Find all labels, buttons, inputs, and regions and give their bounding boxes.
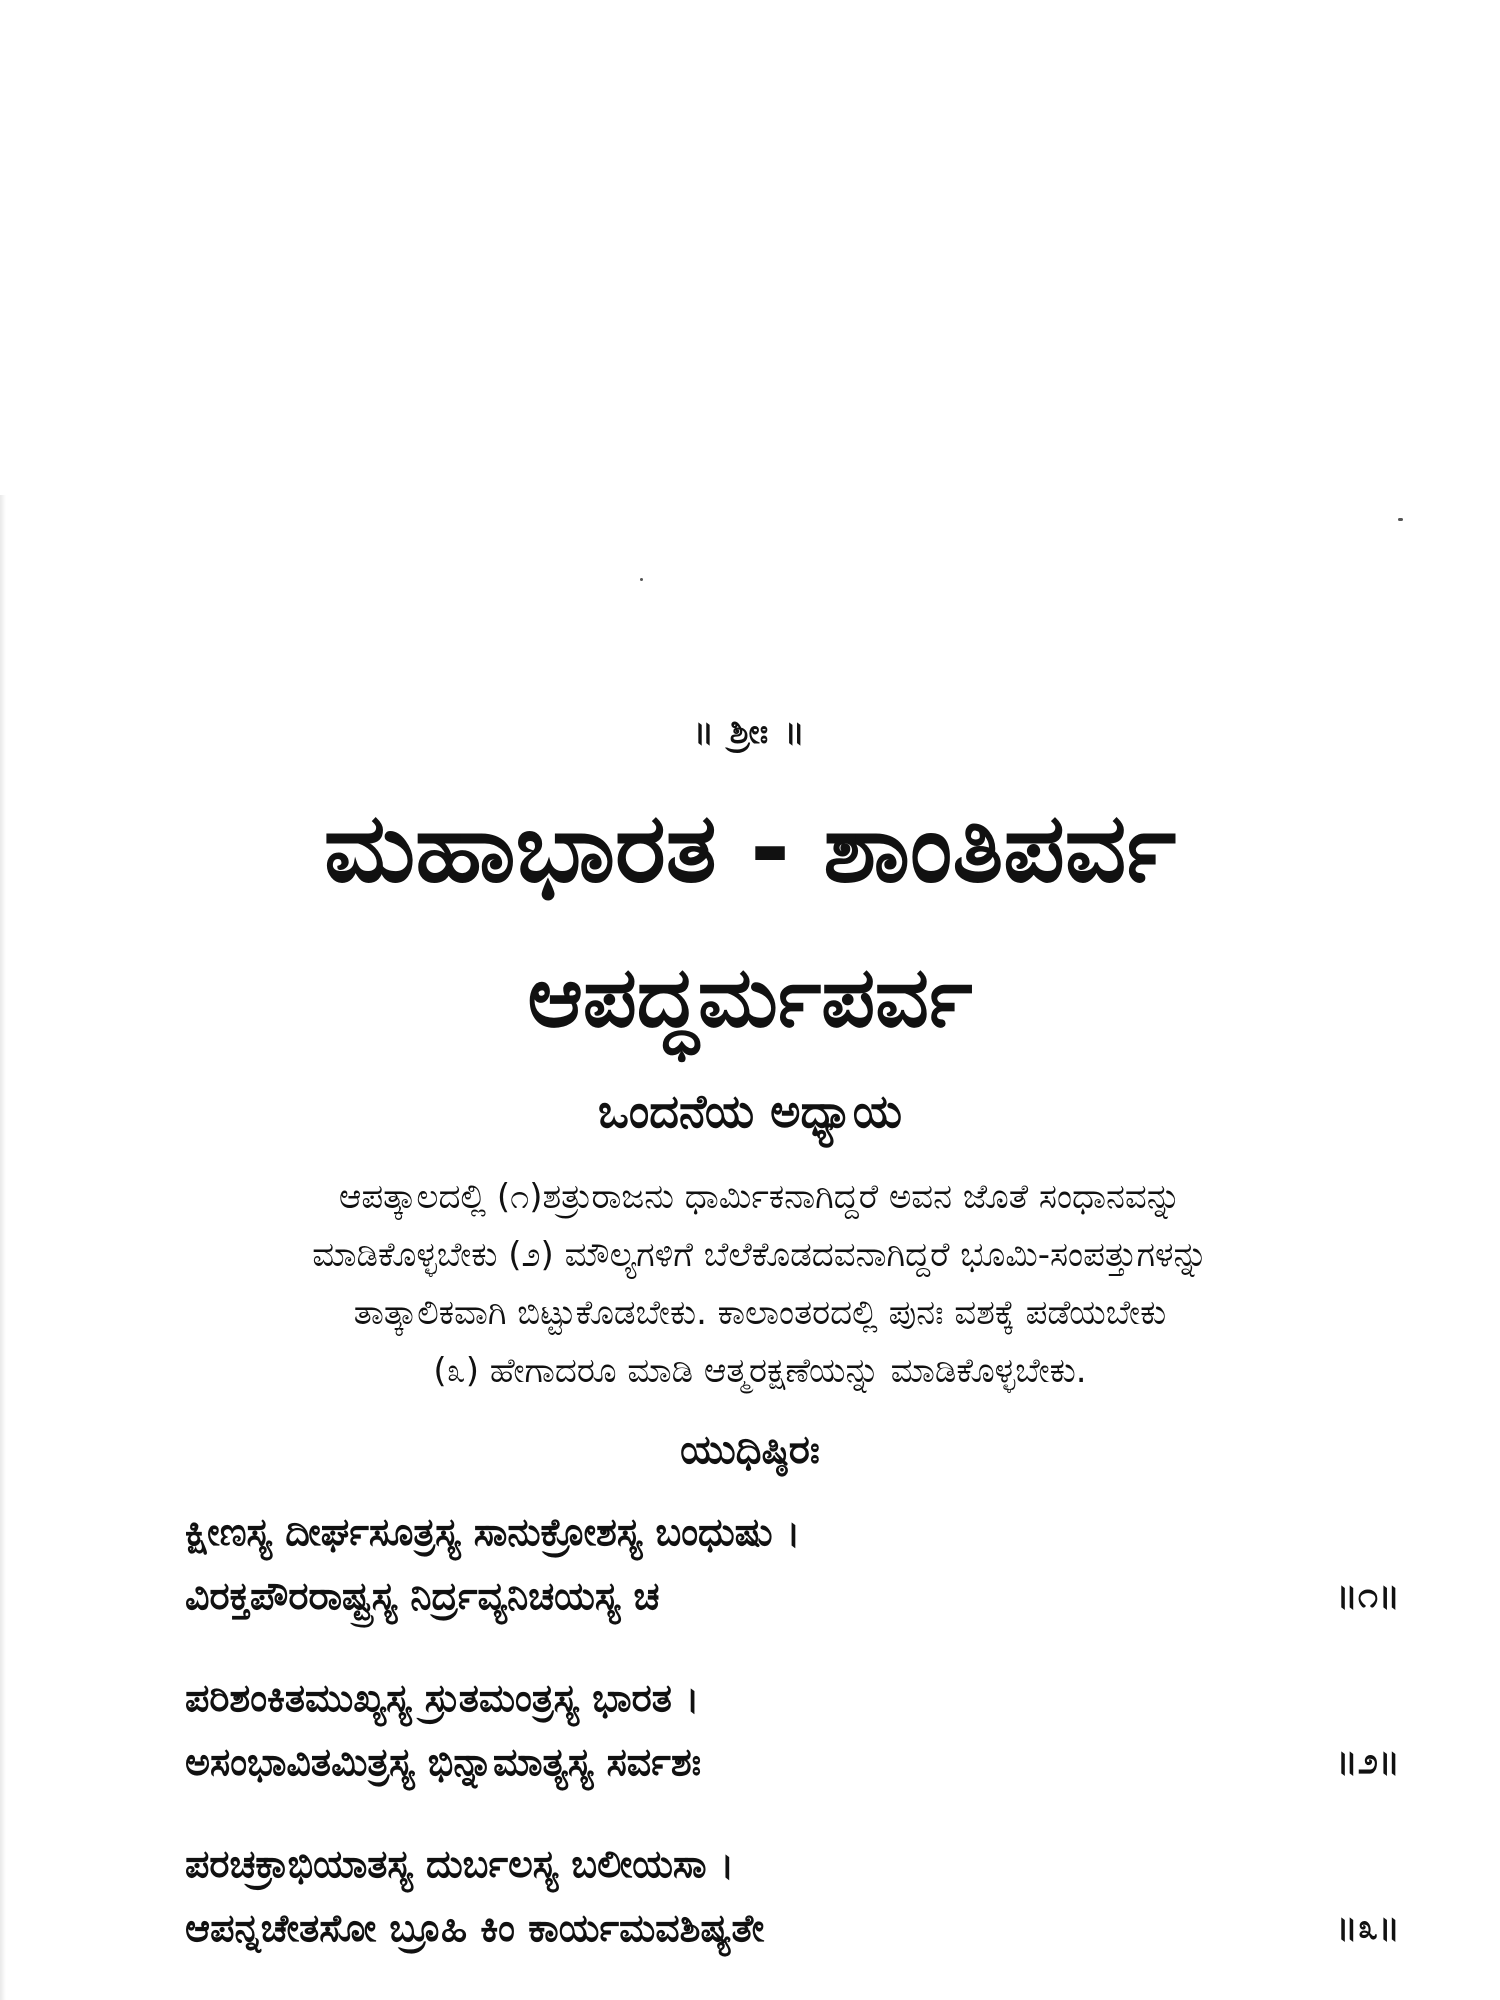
verse-line: ಕ್ಷೀಣಸ್ಯ ದೀರ್ಘಸೂತ್ರಸ್ಯ ಸಾನುಕ್ರೋಶಸ್ಯ ಬಂಧುಷು । — [185, 1510, 801, 1554]
invocation: ॥ ಶ್ರೀಃ ॥ — [693, 712, 807, 752]
scan-speck — [1398, 518, 1403, 521]
verse-number: ॥೨॥ — [1335, 1741, 1400, 1782]
verse-line: ಪರಚಕ್ರಾಭಿಯಾತಸ್ಯ ದುರ್ಬಲಸ್ಯ ಬಲೀಯಸಾ । — [185, 1842, 735, 1886]
chapter-summary — [120, 1168, 1400, 1400]
verse-line-with-number — [185, 1564, 1400, 1628]
verse-number: ॥೩॥ — [1335, 1907, 1400, 1948]
summary-line: ತಾತ್ಕಾಲಿಕವಾಗಿ ಬಿಟ್ಟುಕೊಡಬೇಕು. ಕಾಲಾಂತರದಲ್ಲಿ ಪುನಃ ವಶಕ್ಕೆ ಪಡೆಯಬೇಕು — [353, 1293, 1167, 1333]
verse-line-with-number — [185, 1896, 1400, 1960]
verse-line: ಆಪನ್ನಚೇತಸೋ ಬ್ರೂಹಿ ಕಿಂ ಕಾರ್ಯಮವಶಿಷ್ಯತೇ — [185, 1906, 765, 1950]
summary-line: ಮಾಡಿಕೊಳ್ಳಬೇಕು (೨) ಮೌಲ್ಯಗಳಿಗೆ ಬೆಲೆಕೊಡದವನಾಗಿದ್ದರೆ ಭೂಮಿ-ಸಂಪತ್ತುಗಳನ್ನು — [312, 1235, 1208, 1275]
speaker-name: ಯುಧಿಷ್ಠಿರಃ — [680, 1427, 820, 1473]
verse-number: ॥೧॥ — [1335, 1575, 1400, 1616]
summary-line: (೩) ಹೇಗಾದರೂ ಮಾಡಿ ಆತ್ಮರಕ್ಷಣೆಯನ್ನು ಮಾಡಿಕೊಳ್ಳಬೇಕು. — [433, 1351, 1087, 1391]
verse-line-with-number — [185, 1730, 1400, 1794]
summary-line: ಆಪತ್ಕಾಲದಲ್ಲಿ (೧)ಶತ್ರುರಾಜನು ಧಾರ್ಮಿಕನಾಗಿದ್ದರೆ ಅವನ ಜೊತೆ ಸಂಧಾನವನ್ನು — [338, 1177, 1182, 1217]
verse-list — [185, 1500, 1400, 1998]
chapter-heading: ಒಂದನೆಯ ಅಧ್ಯಾಯ — [597, 1084, 903, 1138]
verse — [185, 1500, 1400, 1628]
scan-speck — [640, 578, 643, 581]
verse — [185, 1666, 1400, 1794]
section-subtitle: ಆಪದ್ಧರ್ಮಪರ್ವ — [527, 948, 973, 1046]
verse-line: ಅಸಂಭಾವಿತಮಿತ್ರಸ್ಯ ಭಿನ್ನಾಮಾತ್ಯಸ್ಯ ಸರ್ವಶಃ — [185, 1740, 702, 1784]
verse — [185, 1832, 1400, 1960]
page-title: ಮಹಾಭಾರತ - ಶಾಂತಿಪರ್ವ — [323, 792, 1177, 904]
verse-line: ವಿರಕ್ತಪೌರರಾಷ್ಟ್ರಸ್ಯ ನಿರ್ದ್ರವ್ಯನಿಚಯಸ್ಯ ಚ — [185, 1574, 660, 1618]
verse-line: ಪರಿಶಂಕಿತಮುಖ್ಯಸ್ಯ ಸ್ರುತಮಂತ್ರಸ್ಯ ಭಾರತ । — [185, 1676, 700, 1720]
